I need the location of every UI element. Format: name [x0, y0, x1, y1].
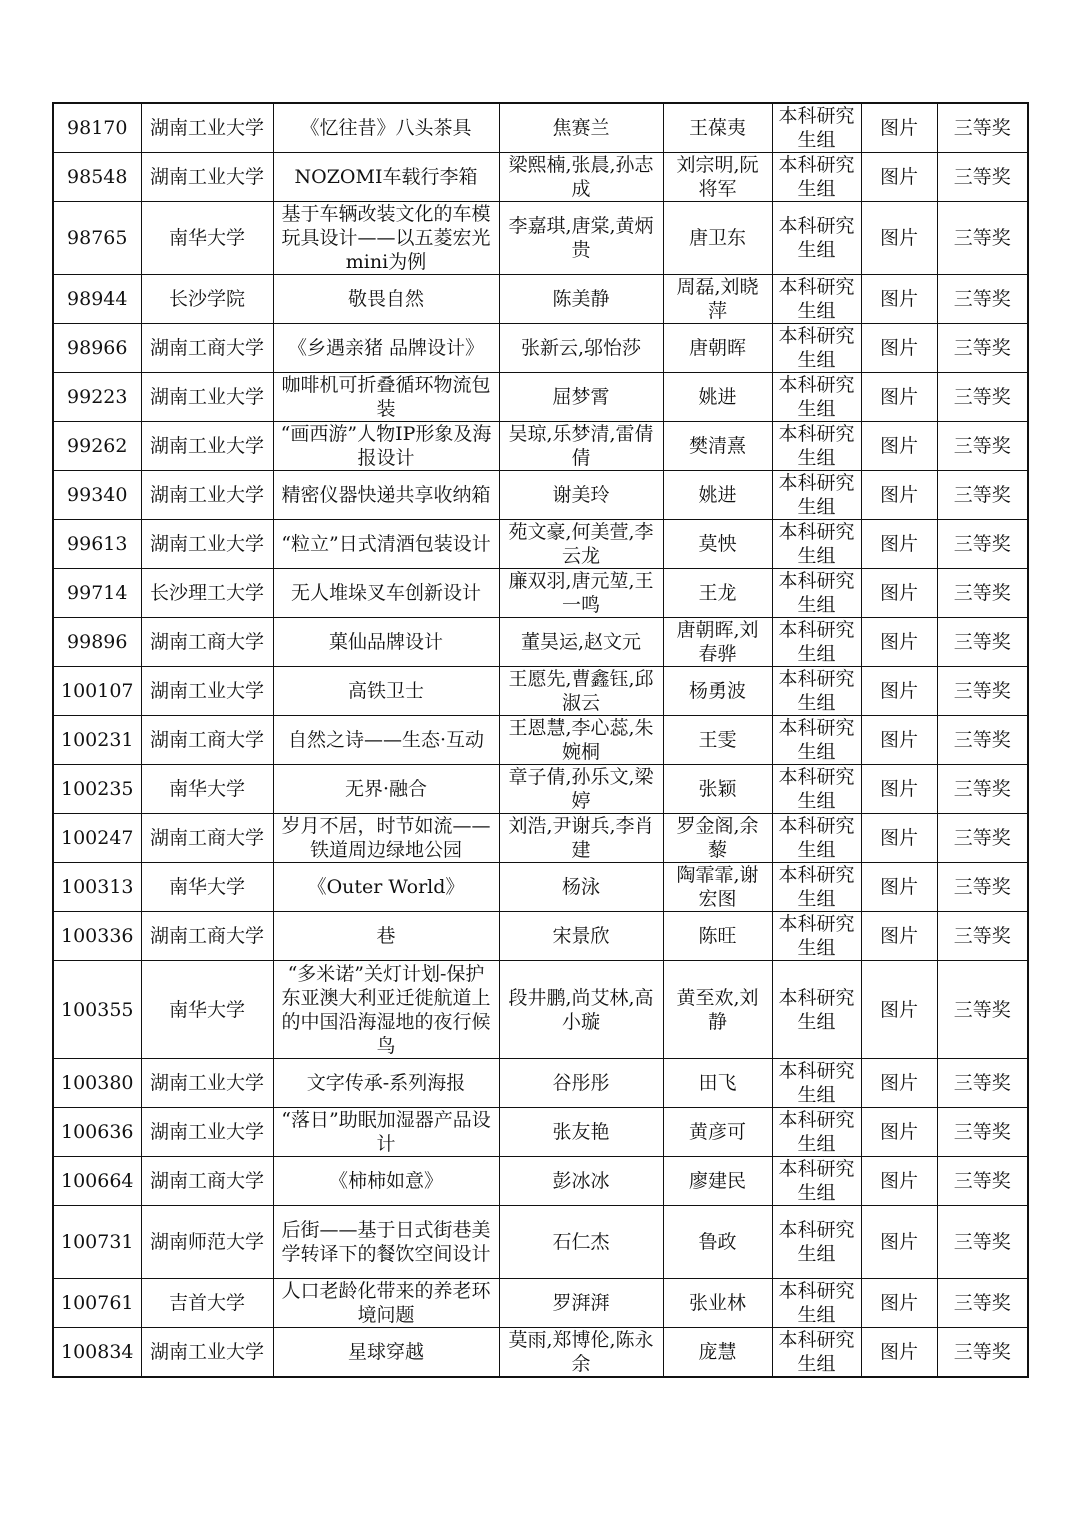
advisor-cell: 黄至欢,刘静	[663, 961, 772, 1059]
entry-id-cell: 100107	[53, 667, 141, 716]
school-cell: 长沙学院	[141, 275, 273, 324]
award-cell: 三等奖	[937, 471, 1028, 520]
entry-id-cell: 99896	[53, 618, 141, 667]
entry-id-cell: 100761	[53, 1279, 141, 1328]
entry-id-cell: 99714	[53, 569, 141, 618]
table-row	[53, 1108, 1028, 1157]
work-type-cell: 图片	[861, 765, 937, 814]
work-title-cell: “画西游”人物IP形象及海报设计	[273, 422, 499, 471]
table-row	[53, 324, 1028, 373]
school-cell: 湖南师范大学	[141, 1206, 273, 1279]
work-type-cell: 图片	[861, 569, 937, 618]
work-type-cell: 图片	[861, 863, 937, 912]
work-title-cell: 敬畏自然	[273, 275, 499, 324]
advisor-cell: 莫怏	[663, 520, 772, 569]
entry-id-cell: 99262	[53, 422, 141, 471]
work-title-cell: “落日”助眠加湿器产品设计	[273, 1108, 499, 1157]
school-cell: 湖南工商大学	[141, 912, 273, 961]
advisor-cell: 唐朝晖,刘春骅	[663, 618, 772, 667]
group-cell: 本科研究生组	[772, 153, 861, 202]
award-cell: 三等奖	[937, 961, 1028, 1059]
table-row	[53, 373, 1028, 422]
school-cell: 南华大学	[141, 765, 273, 814]
award-cell: 三等奖	[937, 324, 1028, 373]
school-cell: 长沙理工大学	[141, 569, 273, 618]
award-cell: 三等奖	[937, 153, 1028, 202]
work-title-cell: 《柿柿如意》	[273, 1157, 499, 1206]
authors-cell: 苑文豪,何美萱,李云龙	[499, 520, 663, 569]
award-cell: 三等奖	[937, 1328, 1028, 1378]
entry-id-cell: 99613	[53, 520, 141, 569]
school-cell: 湖南工业大学	[141, 520, 273, 569]
entry-id-cell: 100380	[53, 1059, 141, 1108]
group-cell: 本科研究生组	[772, 814, 861, 863]
award-cell: 三等奖	[937, 520, 1028, 569]
work-title-cell: 无人堆垛叉车创新设计	[273, 569, 499, 618]
work-title-cell: “多米诺”关灯计划-保护东亚澳大利亚迁徙航道上的中国沿海湿地的夜行候鸟	[273, 961, 499, 1059]
work-type-cell: 图片	[861, 103, 937, 153]
work-title-cell: 文字传承-系列海报	[273, 1059, 499, 1108]
group-cell: 本科研究生组	[772, 912, 861, 961]
group-cell: 本科研究生组	[772, 618, 861, 667]
entry-id-cell: 98170	[53, 103, 141, 153]
work-type-cell: 图片	[861, 202, 937, 275]
advisor-cell: 王葆夷	[663, 103, 772, 153]
entry-id-cell: 100355	[53, 961, 141, 1059]
advisor-cell: 唐卫东	[663, 202, 772, 275]
advisor-cell: 姚进	[663, 471, 772, 520]
entry-id-cell: 100247	[53, 814, 141, 863]
work-title-cell: 自然之诗——生态·互动	[273, 716, 499, 765]
entry-id-cell: 100636	[53, 1108, 141, 1157]
table-row	[53, 863, 1028, 912]
entry-id-cell: 100235	[53, 765, 141, 814]
work-type-cell: 图片	[861, 1206, 937, 1279]
entry-id-cell: 99223	[53, 373, 141, 422]
school-cell: 湖南工业大学	[141, 103, 273, 153]
school-cell: 湖南工业大学	[141, 471, 273, 520]
group-cell: 本科研究生组	[772, 863, 861, 912]
work-title-cell: 基于车辆改装文化的车模玩具设计——以五菱宏光mini为例	[273, 202, 499, 275]
advisor-cell: 姚进	[663, 373, 772, 422]
authors-cell: 张新云,邬怡莎	[499, 324, 663, 373]
authors-cell: 刘浩,尹谢兵,李肖建	[499, 814, 663, 863]
work-title-cell: 《忆往昔》八头茶具	[273, 103, 499, 153]
work-title-cell: 高铁卫士	[273, 667, 499, 716]
entry-id-cell: 99340	[53, 471, 141, 520]
authors-cell: 王愿先,曹鑫钰,邱淑云	[499, 667, 663, 716]
award-cell: 三等奖	[937, 1279, 1028, 1328]
award-table-body	[53, 103, 1028, 1377]
table-row	[53, 422, 1028, 471]
school-cell: 湖南工商大学	[141, 814, 273, 863]
table-row	[53, 471, 1028, 520]
award-cell: 三等奖	[937, 275, 1028, 324]
table-row	[53, 202, 1028, 275]
work-title-cell: 无界·融合	[273, 765, 499, 814]
award-cell: 三等奖	[937, 103, 1028, 153]
advisor-cell: 杨勇波	[663, 667, 772, 716]
table-row	[53, 618, 1028, 667]
advisor-cell: 黄彦可	[663, 1108, 772, 1157]
advisor-cell: 张颖	[663, 765, 772, 814]
advisor-cell: 王龙	[663, 569, 772, 618]
award-cell: 三等奖	[937, 1157, 1028, 1206]
group-cell: 本科研究生组	[772, 471, 861, 520]
school-cell: 南华大学	[141, 202, 273, 275]
table-row	[53, 1206, 1028, 1279]
work-type-cell: 图片	[861, 1157, 937, 1206]
advisor-cell: 廖建民	[663, 1157, 772, 1206]
entry-id-cell: 100834	[53, 1328, 141, 1378]
group-cell: 本科研究生组	[772, 1157, 861, 1206]
award-cell: 三等奖	[937, 765, 1028, 814]
work-title-cell: NOZOMI车载行李箱	[273, 153, 499, 202]
table-row	[53, 569, 1028, 618]
school-cell: 湖南工商大学	[141, 324, 273, 373]
authors-cell: 董昊运,赵文元	[499, 618, 663, 667]
authors-cell: 李嘉琪,唐棠,黄炳贵	[499, 202, 663, 275]
advisor-cell: 陈旺	[663, 912, 772, 961]
work-type-cell: 图片	[861, 275, 937, 324]
work-type-cell: 图片	[861, 373, 937, 422]
work-title-cell: “粒立”日式清酒包装设计	[273, 520, 499, 569]
table-row	[53, 765, 1028, 814]
authors-cell: 杨泳	[499, 863, 663, 912]
award-cell: 三等奖	[937, 716, 1028, 765]
group-cell: 本科研究生组	[772, 765, 861, 814]
table-row	[53, 1328, 1028, 1378]
table-row	[53, 1059, 1028, 1108]
work-type-cell: 图片	[861, 153, 937, 202]
school-cell: 南华大学	[141, 863, 273, 912]
advisor-cell: 庞慧	[663, 1328, 772, 1378]
school-cell: 湖南工业大学	[141, 422, 273, 471]
advisor-cell: 王雯	[663, 716, 772, 765]
work-title-cell: 《乡遇亲猪 品牌设计》	[273, 324, 499, 373]
group-cell: 本科研究生组	[772, 1328, 861, 1378]
authors-cell: 宋景欣	[499, 912, 663, 961]
advisor-cell: 刘宗明,阮将军	[663, 153, 772, 202]
authors-cell: 张友艳	[499, 1108, 663, 1157]
work-title-cell: 人口老龄化带来的养老环境问题	[273, 1279, 499, 1328]
award-cell: 三等奖	[937, 618, 1028, 667]
school-cell: 湖南工商大学	[141, 1157, 273, 1206]
award-cell: 三等奖	[937, 202, 1028, 275]
group-cell: 本科研究生组	[772, 373, 861, 422]
entry-id-cell: 98765	[53, 202, 141, 275]
school-cell: 湖南工业大学	[141, 667, 273, 716]
group-cell: 本科研究生组	[772, 1279, 861, 1328]
advisor-cell: 罗金阁,余藜	[663, 814, 772, 863]
work-type-cell: 图片	[861, 667, 937, 716]
authors-cell: 章子倩,孙乐文,梁婷	[499, 765, 663, 814]
table-row	[53, 716, 1028, 765]
table-row	[53, 1279, 1028, 1328]
authors-cell: 陈美静	[499, 275, 663, 324]
work-title-cell: 岁月不居，时节如流——铁道周边绿地公园	[273, 814, 499, 863]
table-row	[53, 912, 1028, 961]
table-row	[53, 961, 1028, 1059]
award-cell: 三等奖	[937, 667, 1028, 716]
group-cell: 本科研究生组	[772, 1108, 861, 1157]
table-row	[53, 103, 1028, 153]
table-row	[53, 520, 1028, 569]
work-type-cell: 图片	[861, 716, 937, 765]
authors-cell: 焦赛兰	[499, 103, 663, 153]
work-title-cell: 星球穿越	[273, 1328, 499, 1378]
award-cell: 三等奖	[937, 1059, 1028, 1108]
work-title-cell: 后街——基于日式街巷美学转译下的餐饮空间设计	[273, 1206, 499, 1279]
work-type-cell: 图片	[861, 961, 937, 1059]
table-row	[53, 153, 1028, 202]
award-cell: 三等奖	[937, 569, 1028, 618]
entry-id-cell: 100336	[53, 912, 141, 961]
advisor-cell: 张业林	[663, 1279, 772, 1328]
authors-cell: 莫雨,郑博伦,陈永余	[499, 1328, 663, 1378]
authors-cell: 王恩慧,李心蕊,朱婉桐	[499, 716, 663, 765]
group-cell: 本科研究生组	[772, 667, 861, 716]
advisor-cell: 周磊,刘晓萍	[663, 275, 772, 324]
work-title-cell: 精密仪器快递共享收纳箱	[273, 471, 499, 520]
school-cell: 湖南工业大学	[141, 153, 273, 202]
award-cell: 三等奖	[937, 422, 1028, 471]
school-cell: 湖南工商大学	[141, 716, 273, 765]
group-cell: 本科研究生组	[772, 1206, 861, 1279]
authors-cell: 谷彤彤	[499, 1059, 663, 1108]
group-cell: 本科研究生组	[772, 1059, 861, 1108]
authors-cell: 罗湃湃	[499, 1279, 663, 1328]
work-type-cell: 图片	[861, 324, 937, 373]
group-cell: 本科研究生组	[772, 961, 861, 1059]
school-cell: 吉首大学	[141, 1279, 273, 1328]
authors-cell: 石仁杰	[499, 1206, 663, 1279]
entry-id-cell: 100664	[53, 1157, 141, 1206]
group-cell: 本科研究生组	[772, 324, 861, 373]
group-cell: 本科研究生组	[772, 202, 861, 275]
award-table	[52, 102, 1029, 1378]
table-row	[53, 814, 1028, 863]
group-cell: 本科研究生组	[772, 422, 861, 471]
group-cell: 本科研究生组	[772, 275, 861, 324]
entry-id-cell: 98966	[53, 324, 141, 373]
award-cell: 三等奖	[937, 373, 1028, 422]
table-row	[53, 275, 1028, 324]
advisor-cell: 唐朝晖	[663, 324, 772, 373]
work-title-cell: 菓仙品牌设计	[273, 618, 499, 667]
work-title-cell: 《Outer World》	[273, 863, 499, 912]
authors-cell: 梁熙楠,张晨,孙志成	[499, 153, 663, 202]
school-cell: 湖南工业大学	[141, 1328, 273, 1378]
school-cell: 湖南工业大学	[141, 1108, 273, 1157]
school-cell: 湖南工业大学	[141, 373, 273, 422]
advisor-cell: 陶霏霏,谢宏图	[663, 863, 772, 912]
entry-id-cell: 100231	[53, 716, 141, 765]
award-cell: 三等奖	[937, 814, 1028, 863]
table-row	[53, 1157, 1028, 1206]
authors-cell: 段井鹏,尚艾林,高小璇	[499, 961, 663, 1059]
group-cell: 本科研究生组	[772, 520, 861, 569]
advisor-cell: 田飞	[663, 1059, 772, 1108]
entry-id-cell: 100313	[53, 863, 141, 912]
authors-cell: 彭冰冰	[499, 1157, 663, 1206]
school-cell: 湖南工商大学	[141, 618, 273, 667]
work-type-cell: 图片	[861, 422, 937, 471]
work-title-cell: 咖啡机可折叠循环物流包装	[273, 373, 499, 422]
group-cell: 本科研究生组	[772, 716, 861, 765]
work-type-cell: 图片	[861, 520, 937, 569]
work-title-cell: 巷	[273, 912, 499, 961]
school-cell: 南华大学	[141, 961, 273, 1059]
authors-cell: 吴琼,乐梦清,雷倩倩	[499, 422, 663, 471]
entry-id-cell: 100731	[53, 1206, 141, 1279]
group-cell: 本科研究生组	[772, 103, 861, 153]
work-type-cell: 图片	[861, 1279, 937, 1328]
school-cell: 湖南工业大学	[141, 1059, 273, 1108]
authors-cell: 屈梦霄	[499, 373, 663, 422]
authors-cell: 廉双羽,唐元堃,王一鸣	[499, 569, 663, 618]
advisor-cell: 鲁政	[663, 1206, 772, 1279]
authors-cell: 谢美玲	[499, 471, 663, 520]
entry-id-cell: 98548	[53, 153, 141, 202]
work-type-cell: 图片	[861, 814, 937, 863]
advisor-cell: 樊清熹	[663, 422, 772, 471]
entry-id-cell: 98944	[53, 275, 141, 324]
work-type-cell: 图片	[861, 1059, 937, 1108]
work-type-cell: 图片	[861, 1108, 937, 1157]
award-list-page	[52, 102, 1027, 1378]
work-type-cell: 图片	[861, 618, 937, 667]
work-type-cell: 图片	[861, 1328, 937, 1378]
work-type-cell: 图片	[861, 471, 937, 520]
award-cell: 三等奖	[937, 1108, 1028, 1157]
award-cell: 三等奖	[937, 912, 1028, 961]
table-row	[53, 667, 1028, 716]
work-type-cell: 图片	[861, 912, 937, 961]
award-cell: 三等奖	[937, 1206, 1028, 1279]
group-cell: 本科研究生组	[772, 569, 861, 618]
award-cell: 三等奖	[937, 863, 1028, 912]
